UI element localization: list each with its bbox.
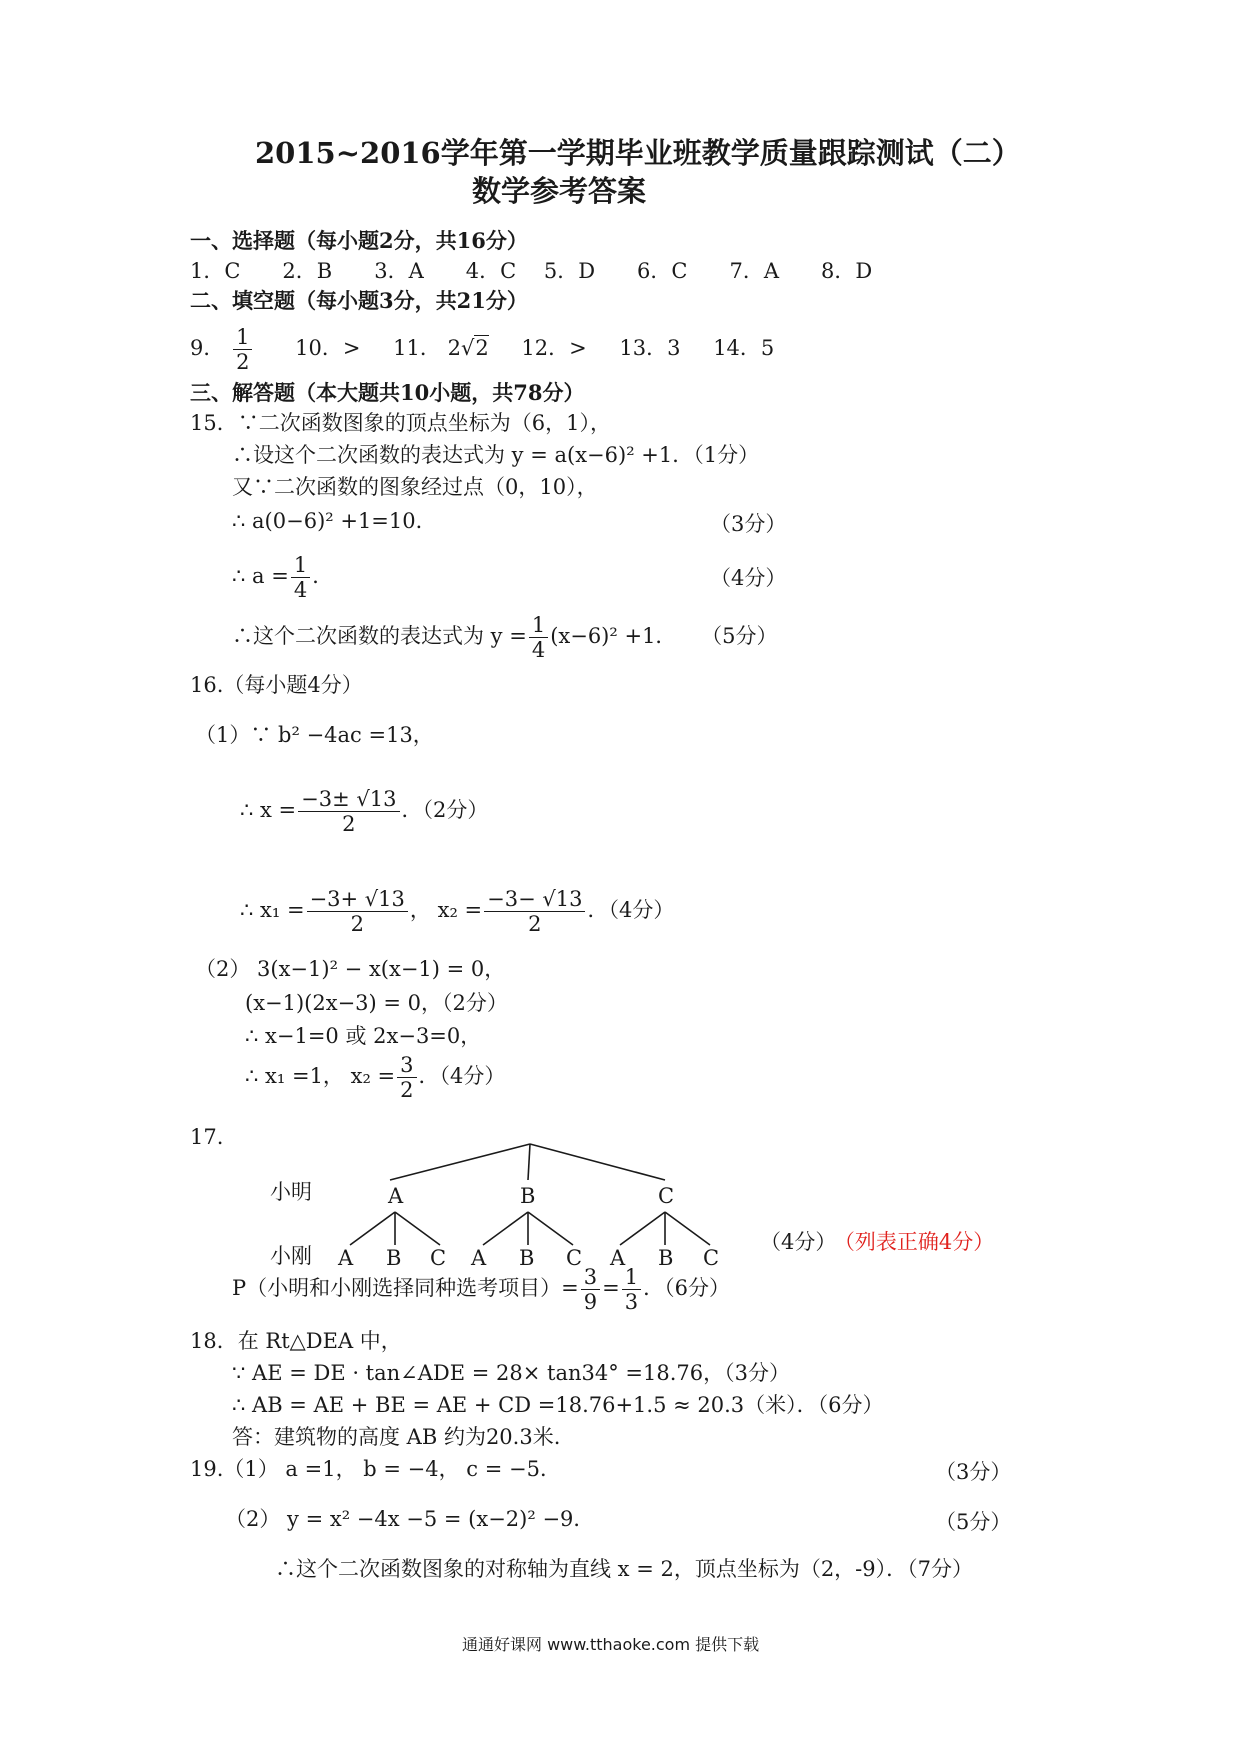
q16-fraction-3: $\frac{-3- √13}{2}$ — [484, 887, 585, 936]
q13-answer: 13．3 — [619, 336, 681, 360]
q16-line8: ∴ x₁ =1， x₂ = $\frac{3}{2}$ ．（4分） — [245, 1053, 506, 1102]
sqrt-icon: √ — [460, 336, 475, 360]
q19-line3: ∴这个二次函数图象的对称轴为直线 x = 2，顶点坐标为（2，-9）．（7分） — [275, 1557, 974, 1581]
footer-source: 通通好课网 www.tthaoke.com 提供下载 — [462, 1635, 760, 1654]
tree-leaf: C — [430, 1246, 447, 1270]
q17-fraction-1: $\frac{3}{9}$ — [581, 1265, 600, 1314]
q15-line5: ∴ a = $\frac{1}{4}$ ． — [232, 553, 334, 602]
q15-score5: （4分） — [710, 566, 787, 590]
tree-node: C — [658, 1184, 675, 1208]
q9-label: 9． — [190, 336, 225, 360]
q16-line5: （2） 3(x−1)² − x(x−1) = 0， — [195, 957, 506, 981]
q15-line2: ∴设这个二次函数的表达式为 y = a(x−6)² +1．（1分） — [232, 443, 760, 467]
q10-answer: 10．> — [295, 336, 361, 360]
q15-score4: （3分） — [710, 512, 787, 536]
q19-line2: （2） y = x² −4x −5 = (x−2)² −9． — [225, 1507, 595, 1531]
tree-leaf: C — [703, 1246, 720, 1270]
q16-fraction-1: $\frac{-3\pm √13}{2}$ — [298, 787, 399, 836]
tree-row-label-xiaogang: 小刚 — [270, 1244, 312, 1268]
q15-fraction-a: $\frac{1}{4}$ — [291, 553, 310, 602]
q15-fraction-b: $\frac{1}{4}$ — [529, 613, 548, 662]
tree-leaf: B — [658, 1246, 674, 1270]
q16-line3: ∴ x = $\frac{-3\pm √13}{2}$ ．（2分） — [240, 787, 489, 836]
q11-value: 2 — [447, 336, 461, 360]
q19-line1: 19.（1） a =1， b = −4， c = −5． — [190, 1457, 561, 1481]
q14-answer: 14．5 — [713, 336, 775, 360]
q18-line4: 答：建筑物的高度 AB 约为20.3米. — [232, 1425, 561, 1449]
q16-line7: ∴ x−1=0 或 2x−3=0， — [245, 1024, 482, 1048]
tree-leaf: A — [610, 1246, 626, 1270]
section1-heading: 一、选择题（每小题2分，共16分） — [190, 228, 528, 253]
q17-number: 17. — [190, 1125, 224, 1149]
q17-score-note: （列表正确4分） — [844, 1230, 995, 1254]
tree-leaf: A — [471, 1246, 487, 1270]
q15-line1: 15．∵二次函数图象的顶点坐标为（6，1）， — [190, 411, 611, 435]
q17-probability: P（小明和小刚选择同种选考项目）= $\frac{3}{9}$ = $\frac{1}{3}$ ．（6分） — [232, 1265, 730, 1314]
q16-line2: （1）∵ b² −4ac =13， — [195, 723, 434, 747]
section2-heading: 二、填空题（每小题3分，共21分） — [190, 288, 528, 313]
q12-answer: 12．> — [521, 336, 587, 360]
tree-leaf: C — [566, 1246, 583, 1270]
tree-leaf: B — [519, 1246, 535, 1270]
page-subtitle: 数学参考答案 — [472, 174, 647, 208]
q9-fraction: $\frac{1}{2}$ — [233, 325, 252, 374]
q17-score: （4分） （列表正确4分） — [760, 1230, 995, 1254]
tree-leaf: B — [386, 1246, 402, 1270]
q16-line1: 16.（每小题4分） — [190, 673, 363, 697]
q18-line2: ∵ AE = DE · tan∠ADE = 28× tan34° =18.76，（3分） — [232, 1361, 790, 1385]
q15-line4: ∴ a(0−6)² +1=10． — [232, 509, 437, 533]
tree-node: B — [520, 1184, 536, 1208]
section1-answers: 1．C 2．B 3．A 4．C 5．D 6．C 7．A 8．D — [190, 259, 873, 283]
q16-line6: (x−1)(2x−3) = 0，（2分） — [245, 991, 508, 1015]
q18-line1: 18．在 Rt△DEA 中， — [190, 1329, 402, 1353]
section3-heading: 三、解答题（本大题共10小题，共78分） — [190, 380, 585, 405]
tree-node: A — [388, 1184, 404, 1208]
q11-label: 11． — [393, 336, 441, 360]
q11-radicand: 2 — [475, 336, 489, 360]
q16-line4: ∴ x₁ = $\frac{-3+ √13}{2}$ ， x₂ = $\frac{-3- √13}{2}$ ．（4分） — [240, 887, 675, 936]
q17-fraction-2: $\frac{1}{3}$ — [622, 1265, 641, 1314]
tree-leaf: A — [338, 1246, 354, 1270]
q16-fraction-2: $\frac{-3+ √13}{2}$ — [307, 887, 408, 936]
q19-score1: （3分） — [935, 1460, 1012, 1484]
page-title: 2015~2016学年第一学期毕业班教学质量跟踪测试（二） — [255, 136, 1021, 170]
tree-row-label-xiaoming: 小明 — [270, 1180, 312, 1204]
q15-line6: ∴这个二次函数的表达式为 y = $\frac{1}{4}$ (x−6)² +1． （5分） — [232, 613, 778, 662]
q15-line3: 又∵二次函数的图象经过点（0，10）， — [232, 475, 598, 499]
q18-line3: ∴ AB = AE + BE = AE + CD =18.76+1.5 ≈ 20.3（米）．（6分） — [232, 1393, 884, 1417]
q16-fraction-4: $\frac{3}{2}$ — [397, 1053, 416, 1102]
q19-score2: （5分） — [935, 1510, 1012, 1534]
q15-score6: （5分） — [701, 624, 778, 648]
